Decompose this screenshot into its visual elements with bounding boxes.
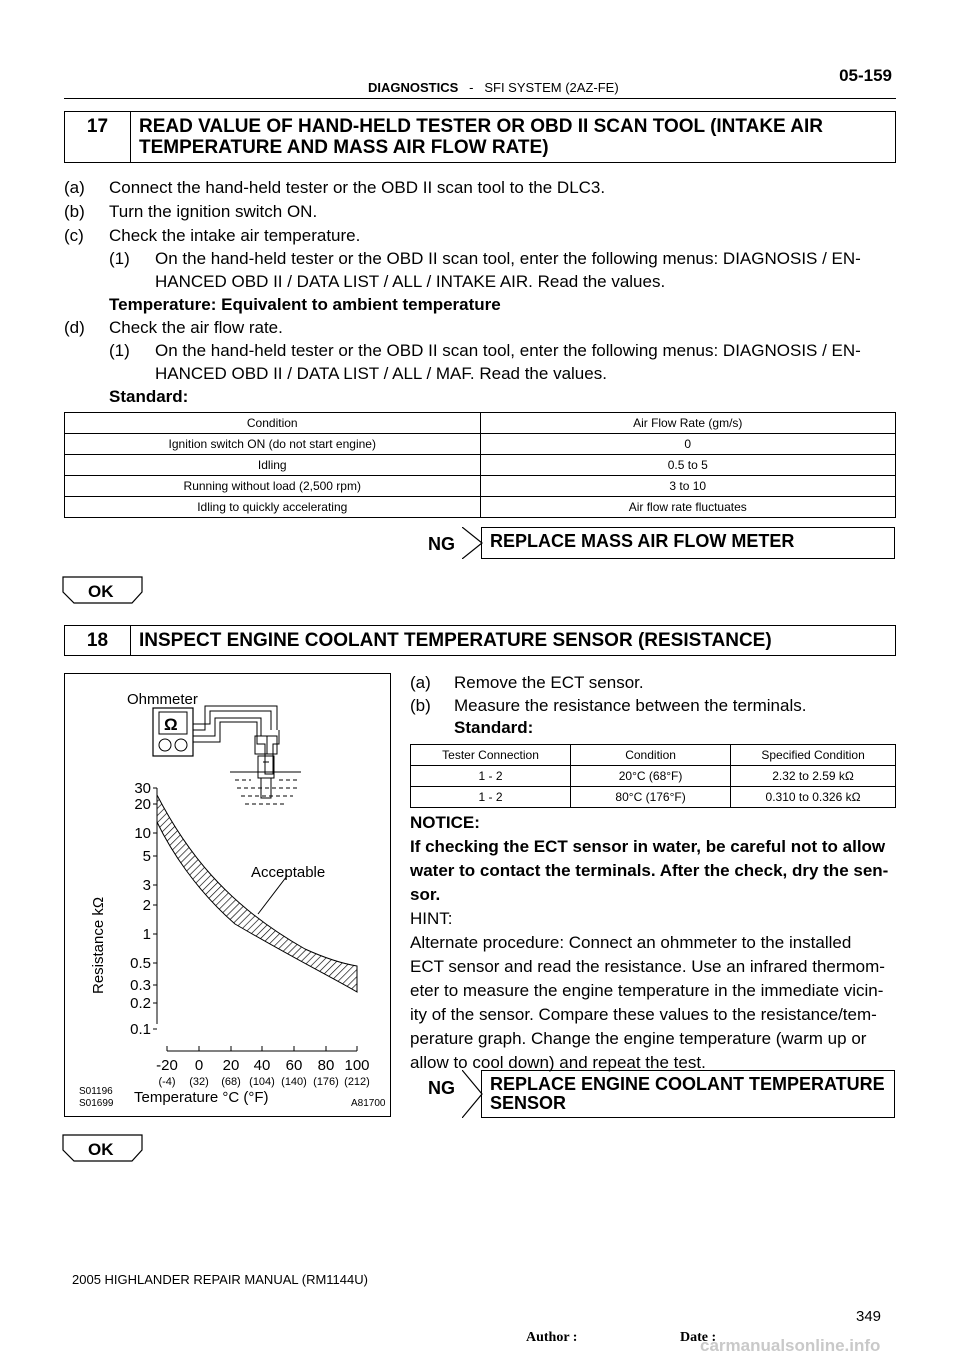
table-cell: 80°C (176°F) [571, 787, 731, 808]
step17-d1-label: (1) [109, 341, 130, 360]
table-header-cell: Condition [571, 745, 731, 766]
step17-d1-line1: On the hand-held tester or the OBD II scan tool, enter the following menus: DIAGNOSIS / EN- [155, 341, 861, 360]
y-tick-label: 5 [142, 848, 151, 865]
ect-sensor-icon [255, 736, 277, 798]
header-subsection: SFI SYSTEM (2AZ-FE) [484, 80, 619, 95]
y-axis-label: Resistance kΩ [90, 896, 107, 994]
table-row [65, 476, 896, 497]
hint-label: HINT: [410, 909, 453, 928]
y-tick-label: 0.5 [130, 955, 151, 972]
hint-line: eter to measure the engine temperature in the immediate vicin- [410, 981, 884, 1000]
x-tick-label-fahrenheit: (-4) [158, 1076, 176, 1088]
step17-title-box [64, 111, 896, 163]
step17-b: Turn the ignition switch ON. [109, 202, 318, 221]
x-tick-label-fahrenheit: (176) [313, 1076, 339, 1088]
table-row [65, 455, 896, 476]
table-cell: 1 - 2 [411, 787, 571, 808]
water-container-icon [230, 772, 301, 804]
step17-ok-label: OK [88, 582, 114, 601]
notice-line: water to contact the terminals. After the check, dry the sen- [410, 861, 889, 880]
table-cell: 0.5 to 5 [480, 455, 896, 476]
x-tick-label-celsius: 0 [194, 1057, 204, 1074]
footer-date-label: Date : [680, 1330, 717, 1345]
step18-ng-label: NG [428, 1078, 455, 1098]
step17-standard-label: Standard: [109, 387, 189, 406]
table-cell: Running without load (2,500 rpm) [65, 476, 481, 497]
table-cell: Ignition switch ON (do not start engine) [65, 434, 481, 455]
step18-title: INSPECT ENGINE COOLANT TEMPERATURE SENSOR (RESISTANCE) [139, 630, 772, 651]
step18-ng-action [481, 1070, 895, 1118]
footer-author-label: Author : [526, 1330, 578, 1345]
table-row [65, 434, 896, 455]
x-tick-label-celsius: 60 [285, 1057, 303, 1074]
x-tick-label-celsius: 100 [344, 1057, 370, 1074]
step17-c-label: (c) [64, 226, 84, 245]
y-tick-label: 2 [142, 897, 151, 914]
step18-title-box [64, 625, 896, 656]
step17-a-label: (a) [64, 178, 85, 197]
step18-b-label: (b) [410, 696, 431, 715]
y-tick-label: 20 [134, 796, 151, 813]
step17-b-label: (b) [64, 202, 85, 221]
table-header-row [65, 413, 896, 434]
step17-c: Check the intake air temperature. [109, 226, 361, 245]
x-tick-label-celsius: 80 [317, 1057, 335, 1074]
step18-ng-action-line2: SENSOR [490, 1093, 567, 1113]
table-cell: 3 to 10 [480, 476, 896, 497]
step17-title-line2: TEMPERATURE AND MASS AIR FLOW RATE) [139, 137, 549, 158]
ect-figure [64, 673, 391, 1117]
ect-figure-drawing [65, 674, 390, 1116]
table-cell: 20°C (68°F) [571, 766, 731, 787]
step18-b: Measure the resistance between the terminals. [454, 696, 807, 715]
x-tick-label-fahrenheit: (212) [344, 1076, 370, 1088]
y-tick-label: 0.1 [130, 1021, 151, 1038]
step18-standard-label: Standard: [454, 718, 534, 737]
x-tick-label-celsius: -20 [156, 1057, 178, 1074]
step17-title [131, 112, 895, 162]
x-tick-label-celsius: 20 [222, 1057, 240, 1074]
y-ticks [130, 780, 157, 1038]
step17-a: Connect the hand-held tester or the OBD II scan tool to the DLC3. [109, 178, 606, 197]
acceptable-pointer [258, 876, 287, 914]
ohmmeter-icon [153, 708, 193, 756]
step18-number: 18 [65, 626, 131, 655]
table-row [411, 787, 896, 808]
table-cell: 2.32 to 2.59 kΩ [731, 766, 896, 787]
step17-d1-line2: HANCED OBD II / DATA LIST / ALL / MAF. Read the values. [155, 364, 607, 383]
x-tick-label-fahrenheit: (140) [281, 1076, 307, 1088]
step17-ng-label: NG [428, 534, 455, 554]
table-row [65, 497, 896, 518]
step18-ng-action-line1: REPLACE ENGINE COOLANT TEMPERATURE [490, 1074, 885, 1094]
x-ticks [156, 1046, 370, 1088]
step17-number: 17 [65, 112, 131, 162]
table-cell: 1 - 2 [411, 766, 571, 787]
step17-title-line1: READ VALUE OF HAND-HELD TESTER OR OBD II SCAN TOOL (INTAKE AIR [139, 116, 824, 137]
header-section: DIAGNOSTICS [368, 80, 459, 95]
hint-line: ity of the sensor. Compare these values to the resistance/tem- [410, 1005, 877, 1024]
acceptable-label: Acceptable [251, 864, 326, 881]
table-row [411, 766, 896, 787]
step17-c1-line1: On the hand-held tester or the OBD II scan tool, enter the following menus: DIAGNOSIS / EN- [155, 249, 861, 268]
table-cell: 0.310 to 0.326 kΩ [731, 787, 896, 808]
header-rule [64, 98, 896, 99]
y-tick-label: 10 [134, 825, 151, 842]
hint-line: Alternate procedure: Connect an ohmmeter to the installed [410, 933, 852, 952]
ohm-symbol: Ω [164, 715, 178, 734]
table-cell: Idling to quickly accelerating [65, 497, 481, 518]
y-tick-label: 0.3 [130, 977, 151, 994]
page-code: 05-159 [839, 66, 892, 85]
hint-line: allow to cool down) and repeat the test. [410, 1053, 706, 1072]
step18-a-label: (a) [410, 673, 431, 692]
acceptable-band [157, 795, 357, 992]
table-cell: Idling [65, 455, 481, 476]
step18-ok-label: OK [88, 1140, 114, 1159]
watermark: carmanualsonline.info [700, 1336, 881, 1355]
y-tick-label: 0.2 [130, 995, 151, 1012]
table-header-cell: Air Flow Rate (gm/s) [480, 413, 896, 434]
figure-code-1: S01196 [79, 1086, 113, 1097]
hint-line: perature graph. Change the engine temperature (warm up or [410, 1029, 867, 1048]
notice-label: NOTICE: [410, 813, 480, 832]
x-axis-label: Temperature °C (°F) [134, 1089, 269, 1106]
figure-code-2: S01699 [79, 1098, 114, 1109]
table-header-cell: Condition [65, 413, 481, 434]
tester-leads [193, 706, 279, 774]
table-header-cell: Tester Connection [411, 745, 571, 766]
hint-line: ECT sensor and read the resistance. Use an infrared thermom- [410, 957, 885, 976]
step17-temperature-spec: Temperature: Equivalent to ambient temperature [109, 295, 501, 314]
y-tick-label: 1 [142, 926, 151, 943]
step17-c1-line2: HANCED OBD II / DATA LIST / ALL / INTAKE AIR. Read the values. [155, 272, 666, 291]
step17-ng-action: REPLACE MASS AIR FLOW METER [481, 527, 895, 559]
table-header-row [411, 745, 896, 766]
x-tick-label-fahrenheit: (68) [221, 1076, 241, 1088]
step17-d-label: (d) [64, 318, 85, 337]
x-tick-label-fahrenheit: (104) [249, 1076, 275, 1088]
step17-c1-label: (1) [109, 249, 130, 268]
ect-resistance-table [410, 744, 896, 808]
table-cell: Air flow rate fluctuates [480, 497, 896, 518]
header-separator: - [469, 80, 474, 95]
ohmmeter-label: Ohmmeter [127, 691, 198, 708]
notice-line: sor. [410, 885, 441, 904]
x-tick-label-celsius: 40 [253, 1057, 271, 1074]
y-tick-label: 3 [142, 877, 151, 894]
footer-page-number: 349 [856, 1308, 882, 1325]
table-cell: 0 [480, 434, 896, 455]
x-tick-label-fahrenheit: (32) [189, 1076, 209, 1088]
step17-d: Check the air flow rate. [109, 318, 283, 337]
figure-code-3: A81700 [351, 1098, 386, 1109]
notice-line: If checking the ECT sensor in water, be careful not to allow [410, 837, 886, 856]
airflow-table [64, 412, 896, 518]
header-title [368, 80, 619, 95]
step18-notice [410, 811, 896, 1075]
footer-manual: 2005 HIGHLANDER REPAIR MANUAL (RM1144U) [72, 1272, 368, 1287]
table-header-cell: Specified Condition [731, 745, 896, 766]
step18-a: Remove the ECT sensor. [454, 673, 644, 692]
y-tick-label: 30 [134, 780, 151, 797]
